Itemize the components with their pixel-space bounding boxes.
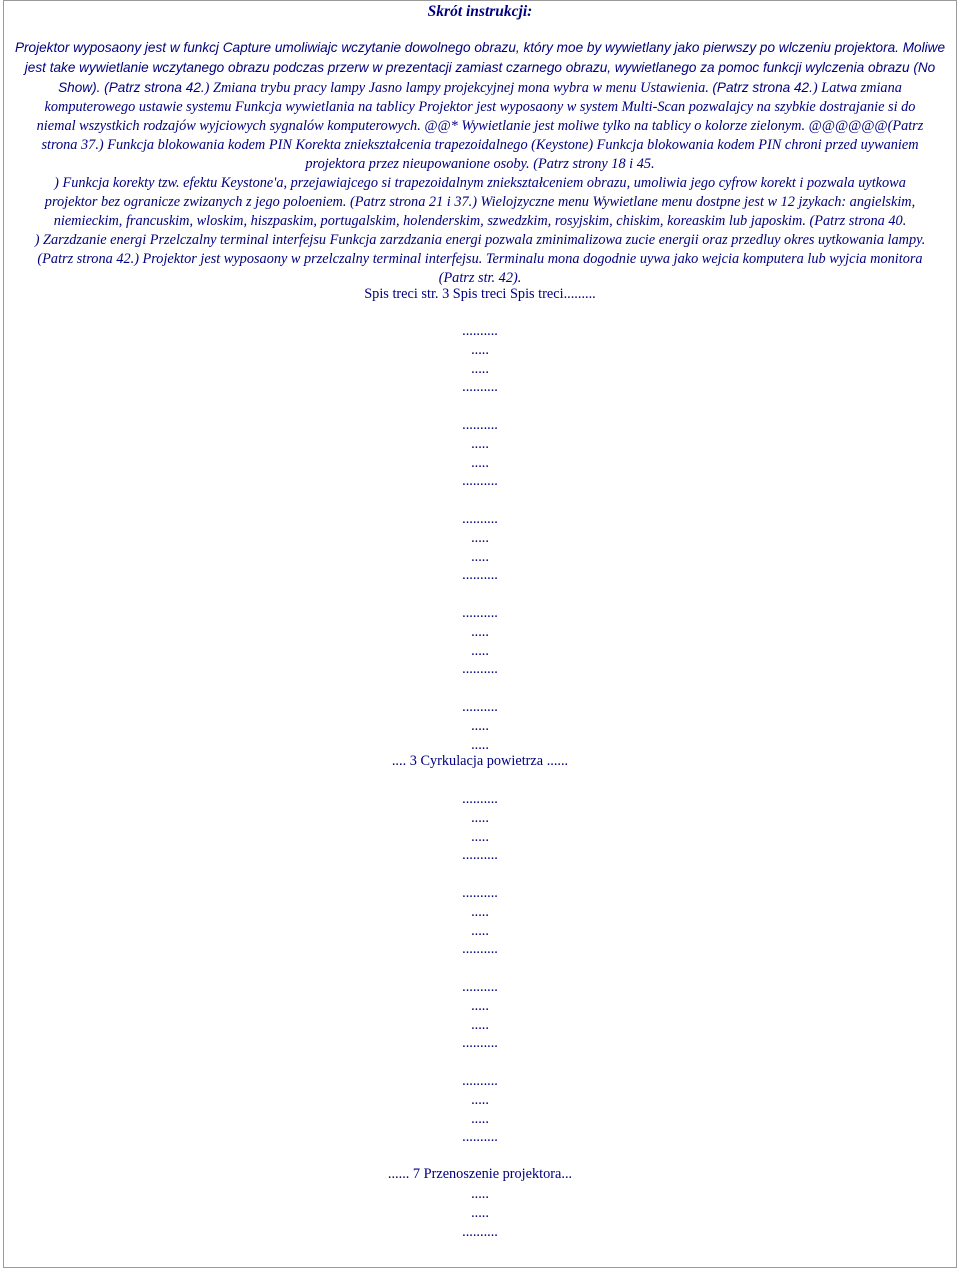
toc-heading-line: Spis treci str. 3 Spis treci Spis treci......... [364,286,596,302]
paragraph-text: jest take wywietlanie wczytanego obrazu podczas przerw w prezentacji zamiast czarnego obrazu, wywietlanego za pomoc funkcji wylczenia obrazu (No [24,60,936,75]
page-title: Skrót instrukcji: [427,3,533,20]
paragraph-text: niemieckim, francuskim, wloskim, hiszpaskim, portugalskim, holenderskim, szwedzkim, rosyjskim, chiskim, koreaskim lub japoskim. (Patrz strona 40. [53,213,907,229]
paragraph-line [12,193,948,212]
toc-dots: .......... [462,1129,498,1146]
toc-dots: ..... [471,623,489,640]
paragraph-line [12,174,948,193]
toc-dots: ..... [471,548,489,565]
toc-dots: .......... [462,884,498,901]
toc-dots: ..... [471,1110,489,1127]
toc-dots: .......... [462,661,498,678]
paragraph-text: projektor bez ogranicze zwizanych z jego poloeniem. (Patrz strona 21 i 37. [44,194,473,210]
toc-dots: ..... [471,809,489,826]
paragraph-line [12,155,948,174]
paragraph-text: projektora przez nieupowanione osoby. (Patrz strony 18 i 45. [305,156,655,172]
paragraph-text: (Patrz str. 42). [438,270,522,286]
toc-dots: ..... [471,529,489,546]
paragraph-text: strona 37. [41,137,99,153]
toc-dots: ..... [471,435,489,452]
toc-dots: ..... [471,922,489,939]
toc-dots: ..... [471,341,489,358]
toc-dots: ..... [471,360,489,377]
toc-dots-group [0,790,960,1147]
toc-dots-group [0,322,960,754]
toc-dots: .......... [462,416,498,433]
toc-dots: ..... [471,903,489,920]
toc-dots: .......... [462,978,498,995]
instruction-summary-paragraph [12,38,948,288]
paragraph-text: Projektor wyposaony jest w funkcj Capture umoliwiajc wczytanie dowolnego obrazu, który moe by wywietlany jako pierwszy po wlczeniu projektora. Moliwe [14,40,946,55]
toc-dots: .......... [462,510,498,527]
toc-dots: .......... [462,1072,498,1089]
toc-dots: .......... [462,604,498,621]
toc-dots: .......... [462,698,498,715]
toc-dots: .......... [462,941,498,958]
paragraph-line [12,231,948,250]
paragraph-text: ) Zarzdzanie energi Przelczalny terminal interfejsu Funkcja zarzdzania energi pozwala zminimalizowa zucie energii oraz przedluy okres uytkowania lampy. [34,232,926,248]
toc-dots: .......... [462,1223,498,1240]
paragraph-text: ) Latwa zmiana [812,80,902,96]
toc-dots: .......... [462,847,498,864]
paragraph-text: niemal wszystkich rodzajów wyjciowych sygnalów komputerowych. @@* Wywietlanie jest moliwe tylko na tablicy o kolorze zielonym. @@@@@@(Patrz [36,118,924,134]
paragraph-line [12,98,948,117]
toc-dots: ..... [471,1016,489,1033]
paragraph-text: komputerowego ustawie systemu Funkcja wywietlania na tablicy Projektor jest wyposaony w system Multi-Scan pozwalajcy na szybkie dostrajanie si do [44,99,916,115]
toc-dots: ..... [471,997,489,1014]
toc-dots: ..... [471,1204,489,1221]
paragraph-text: ) Funkcja blokowania kodem PIN Korekta zniekształcenia trapezoidalnego (Keystone) Funkcja blokowania kodem PIN chroni przed uywaniem [98,137,919,153]
toc-dots: .......... [462,567,498,584]
paragraph-line [12,212,948,231]
toc-dots: ..... [471,1091,489,1108]
toc-dots: .......... [462,1035,498,1052]
paragraph-line [12,78,948,98]
toc-dots: ..... [471,642,489,659]
paragraph-text: ) Wielojzyczne menu Wywietlane menu dostpne jest w 12 jzykach: angielskim, [472,194,916,210]
paragraph-line [12,136,948,155]
toc-dots: .......... [462,379,498,396]
paragraph-text: Show). (Patrz strona 42. [58,80,205,95]
paragraph-line [12,117,948,136]
toc-dots: ..... [471,828,489,845]
toc-dots: .......... [462,473,498,490]
toc-dots: .......... [462,791,498,807]
paragraph-text: ) Projektor jest wyposaony w przelczalny terminal interfejsu. Terminalu mona dogodnie uywa jako wejcia komputera lub wyjcia monitora [134,251,923,267]
paragraph-text: ) Funkcja korekty tzw. efektu Keystone'a, przejawiajcego si trapezoidalnym zniekształceniem obrazu, umoliwia jego cyfrow korekt i pozwala uytkowa [54,175,906,191]
toc-dots-group [0,1185,960,1241]
toc-dots: .......... [462,323,498,339]
paragraph-text: (Patrz strona 42. [37,251,135,267]
toc-entry-moving-projector: ...... 7 Przenoszenie projektora... [387,1166,573,1182]
toc-dots: ..... [471,1186,489,1202]
toc-dots: ..... [471,736,489,753]
paragraph-text: (Patrz strona 42. [712,80,813,95]
paragraph-line [12,58,948,78]
paragraph-line [12,38,948,58]
paragraph-line [12,250,948,269]
toc-dots: ..... [471,717,489,734]
toc-entry-air-circulation: .... 3 Cyrkulacja powietrza ...... [391,753,569,769]
paragraph-text: ) Zmiana trybu pracy lampy Jasno lampy projekcyjnej mona wybra w menu Ustawienia. [204,80,713,96]
toc-dots: ..... [471,454,489,471]
